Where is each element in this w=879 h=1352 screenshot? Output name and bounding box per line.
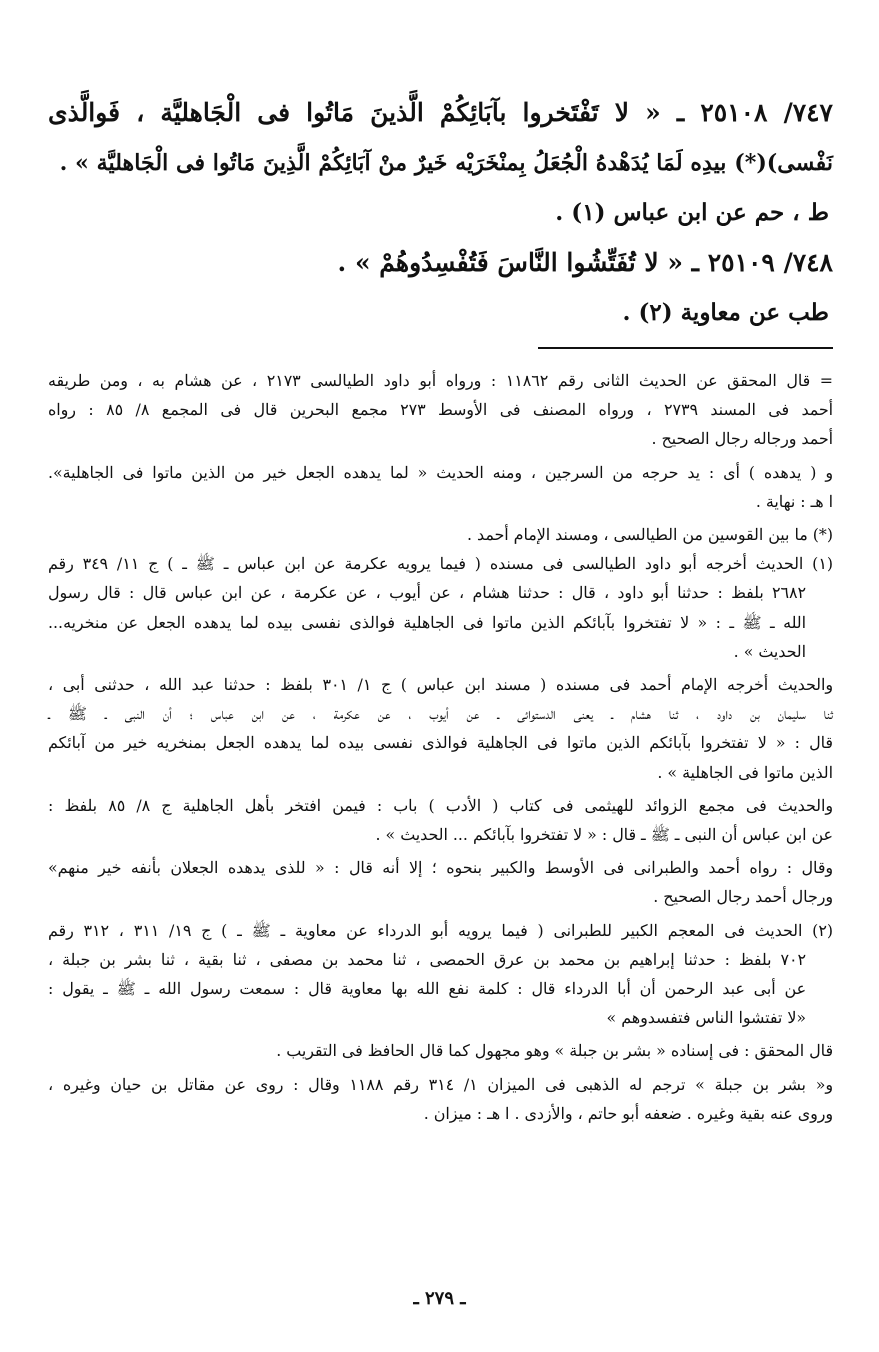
hadith-747-source: ط ، حم عن ابن عباس (١) . bbox=[555, 199, 829, 226]
footnote-2-line: قال المحقق : فى إسناده « بشر بن جبلة » وهو مجهول كما قال الحافظ فى التقريب . bbox=[276, 1041, 833, 1061]
footnote-1-line: ثنا سليمان بن داود ، ثنا هشام ـ يعنى الدستوائى ـ عن أيوب ، عن عكرمة ، عن ابن عباس ؛ أن النبى ـ ﷺ ـ bbox=[48, 704, 833, 724]
hadith-748-source: طب عن معاوية (٢) . bbox=[622, 299, 829, 326]
hadith-748-line: ٧٤٨/ ٢٥١٠٩ ـ « لا تُفَتِّشُوا النَّاسَ فَتُفْسِدُوهُمْ » . bbox=[337, 248, 833, 277]
footnote-1-line: الله ـ ﷺ ـ : « لا تفتخروا بآبائكم الذين ماتوا فى الجاهلية فوالذى نفسى بيده لما يدهده الجعل عن منخريه... bbox=[48, 612, 806, 632]
footnote-line: و ( يدهده ) أى : يد حرجه من السرجين ، ومنه الحديث « لما يدهده الجعل خير من الذين ماتوا فى الجاهلية». bbox=[48, 462, 833, 482]
footnote-2-line: ٧٠٢ بلفظ : حدثنا إبراهيم بن محمد بن عرق الحمصى ، ثنا محمد بن مصفى ، ثنا بقية ، ثنا بشر بن جبلة ، bbox=[48, 949, 806, 969]
footnote-asterisk: (*) ما بين القوسين من الطيالسى ، ومسند الإمام أحمد . bbox=[467, 525, 833, 545]
footnote-1-line: (١) الحديث أخرجه أبو داود الطيالسى فى مسنده ( فيما يرويه عكرمة عن ابن عباس ـ ﷺ ـ ) ج ١١/ ٣٤٩ رقم bbox=[48, 554, 834, 574]
page-number: ـ ٢٧٩ ـ bbox=[413, 1288, 466, 1309]
footnote-line: أحمد فى المسند ٢٧٣٩ ، ورواه المصنف فى الأوسط ٢٧٣ مجمع البحرين قال فى المجمع ٨/ ٨٥ : رواه bbox=[48, 400, 834, 420]
footnote-1-line: الذين ماتوا فى الجاهلية » . bbox=[657, 762, 833, 782]
footnote-line: أحمد ورجاله رجال الصحيح . bbox=[651, 429, 833, 449]
footnote-2-line: و« بشر بن جبلة » ترجم له الذهبى فى الميزان ١/ ٣١٤ رقم ١١٨٨ وقال : روى عن مقاتل بن حيان وغيره ، bbox=[48, 1074, 833, 1094]
footnote-2-line: عن أبى عبد الرحمن أن أبا الدرداء قال : كلمة نفع الله بها معاوية قال : سمعت رسول الله ـ ﷺ ـ يقول : bbox=[48, 979, 806, 999]
footnote-2-line: (٢) الحديث فى المعجم الكبير للطبرانى ( فيما يرويه أبو الدرداء عن معاوية ـ ﷺ ـ ) ج ١٩/ ٣١١ ، ٣١٢ رقم bbox=[48, 920, 834, 940]
footnote-line: ا هـ : نهاية . bbox=[755, 491, 833, 511]
footnote-1-line: الحديث » . bbox=[733, 641, 806, 661]
footnote-1-line: ورجال أحمد رجال الصحيح . bbox=[653, 887, 833, 907]
footnotes bbox=[48, 366, 833, 1128]
hadith-747-line-2: نَفْسى)(*) بيدِه لَمَا يُدَهْدهُ الْجُعَلُ بِمنْخَرَيْه خَيرٌ منْ آبَائِكُمْ الَّذِينَ مَاتُوا فى الْجَاهليَّة » . bbox=[59, 150, 833, 176]
footnote-2-line: وروى عنه بقية وغيره . ضعفه أبو حاتم ، والأزدى . ا هـ : ميزان . bbox=[423, 1103, 833, 1123]
footnote-1-line: ٢٦٨٢ بلفظ : حدثنا أبو داود ، قال : حدثنا هشام ، عن أيوب ، عن عكرمة ، عن ابن عباس قال : قال رسول bbox=[48, 583, 806, 603]
footnote-separator bbox=[538, 347, 833, 349]
footnote-1-line: والحديث فى مجمع الزوائد للهيثمى فى كتاب ( الأدب ) باب : فيمن افتخر بأهل الجاهلية ج ٨/ ٨٥ بلفظ : bbox=[48, 795, 833, 815]
hadith-747-line-1: ٧٤٧/ ٢٥١٠٨ ـ « لا تَفْتَخروا بآبَائِكُمْ الَّذينَ مَاتُوا فى الْجَاهليَّة ، فَوالَّذى bbox=[48, 98, 833, 127]
footnote-1-line: عن ابن عباس أن النبى ـ ﷺ ـ قال : « لا تفتخروا بآبائكم ... الحديث » . bbox=[375, 825, 833, 845]
footnote-1-line: وقال : رواه أحمد والطبرانى فى الأوسط والكبير بنحوه ؛ إلا أنه قال : « للذى يدهده الجعلان بأنفه خير منهم» bbox=[48, 858, 833, 878]
footnote-1-line: قال : « لا تفتخروا بآبائكم الذين ماتوا فى الجاهلية فوالذى نفسى بيده لما يدهده الجعل بمنخريه خير من آبائكم bbox=[48, 733, 833, 753]
footnote-2-line: «لا تفتشوا الناس فتفسدوهم » bbox=[606, 1008, 806, 1028]
hadith-text-block bbox=[48, 88, 833, 338]
footnote-line: = قال المحقق عن الحديث الثانى رقم ١١٨٦٢ : ورواه أبو داود الطيالسى ٢١٧٣ ، عن هشام به ، ومن طريقه bbox=[48, 371, 833, 390]
footnote-1-line: والحديث أخرجه الإمام أحمد فى مسنده ( مسند ابن عباس ) ج ١/ ٣٠١ بلفظ : حدثنا عبد الله ، حدثنى أبى ، bbox=[48, 675, 833, 695]
